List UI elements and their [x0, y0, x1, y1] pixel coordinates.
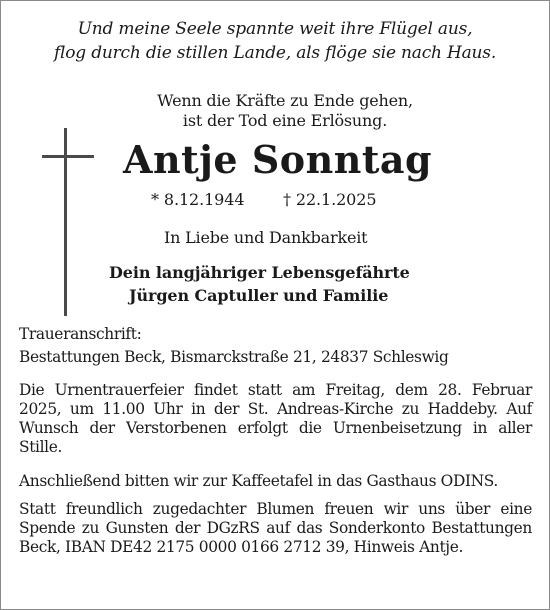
donation-paragraph: Statt freundlich zugedachter Blumen freuen wir uns über eine Spende zu Gunsten der DGzRS auf das Sonderkonto Bestattungen Beck, IBAN DE42 2175 0000 0166 2712 39, Hinweis Antje. — [19, 500, 532, 556]
cross-icon-horizontal — [42, 155, 94, 158]
birth-date: * 8.12.1944 — [151, 190, 245, 209]
quote-line-2: ist der Tod eine Erlösung. — [182, 111, 388, 130]
poem-line-1: Und meine Seele spannte weit ihre Flügel aus, — [77, 19, 473, 39]
address-value: Bestattungen Beck, Bismarckstraße 21, 24837 Schleswig — [19, 348, 449, 366]
mourners-line-1: Dein langjähriger Lebensgefährte — [109, 263, 410, 282]
reception-paragraph: Anschließend bitten wir zur Kaffeetafel in das Gasthaus ODINS. — [19, 472, 498, 490]
mourners-line-2: Jürgen Captuller und Familie — [129, 286, 389, 305]
quote-line-1: Wenn die Kräfte zu Ende gehen, — [157, 91, 413, 110]
death-date: † 22.1.2025 — [283, 190, 377, 209]
ceremony-paragraph: Die Urnentrauerfeier findet statt am Freitag, dem 28. Februar 2025, um 11.00 Uhr in der St. Andreas-Kirche zu Haddeby. Auf Wunsch der Verstorbenen erfolgt die Urnenbeisetzung in aller Stille. — [19, 381, 532, 456]
poem-line-2: flog durch die stillen Lande, als flöge sie nach Haus. — [53, 43, 497, 63]
dedication: In Liebe und Dankbarkeit — [164, 228, 368, 247]
address-label: Traueranschrift: — [19, 325, 142, 343]
deceased-name: Antje Sonntag — [123, 137, 433, 182]
